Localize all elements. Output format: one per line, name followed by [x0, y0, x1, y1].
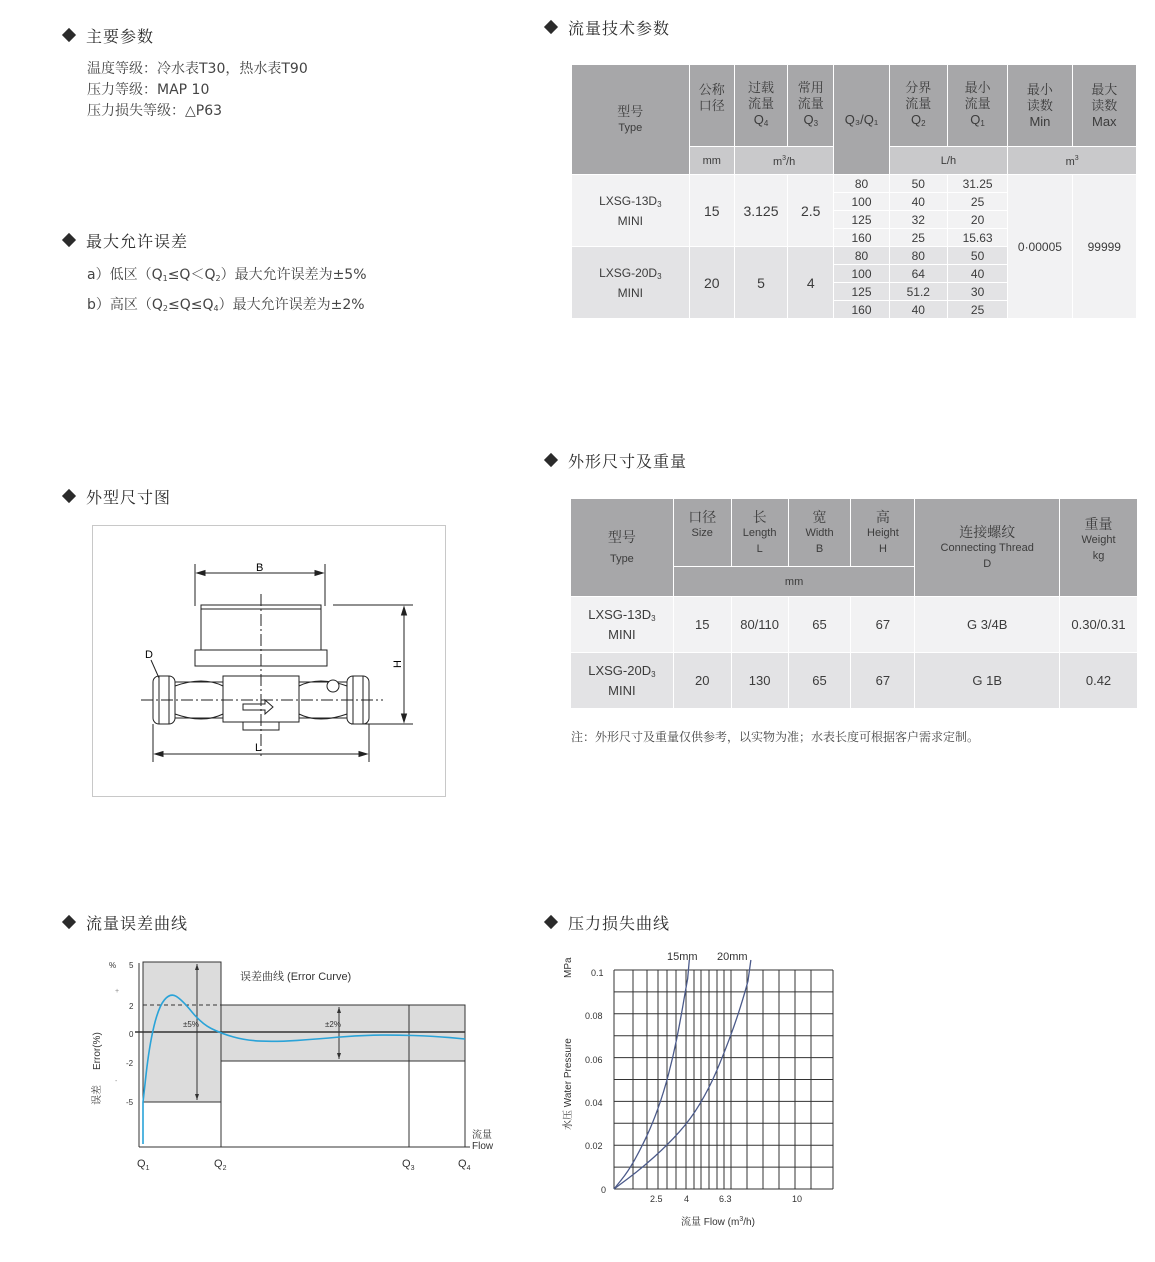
weight-cell: 0.30/0.31 — [1060, 597, 1138, 653]
dim-h-label: H — [392, 660, 404, 668]
y-unit-label: MPa — [563, 957, 574, 978]
diamond-bullet-icon — [62, 233, 76, 247]
ytick: 0.1 — [591, 968, 604, 978]
q1-cell: 30 — [947, 283, 1007, 301]
ytick: 5 — [129, 961, 134, 970]
min-reading-cell: 0·00005 — [1008, 175, 1072, 319]
minus-sign: - — [115, 1078, 118, 1085]
dims-note: 注：外形尺寸及重量仅供参考，以实物为准；水表长度可根据客户需求定制。 — [571, 730, 980, 744]
xtick: 10 — [792, 1194, 803, 1204]
x-axis-label-en: Flow — [472, 1141, 494, 1152]
q4-cell: 3.125 — [734, 175, 787, 247]
thread-cell: G 1B — [915, 653, 1060, 709]
pressure-loss-svg — [555, 945, 855, 1235]
q1-cell: 50 — [947, 247, 1007, 265]
q1-cell: 15.63 — [947, 229, 1007, 247]
xtick: 2.5 — [650, 1194, 663, 1204]
q1-cell: 31.25 — [947, 175, 1007, 193]
error-curve-chart — [85, 955, 505, 1175]
ratio-cell: 80 — [834, 247, 889, 265]
section-flow-params: 流量技术参数 — [546, 16, 670, 39]
size-cell: 15 — [673, 597, 731, 653]
section-pressure-curve: 压力损失曲线 — [546, 911, 670, 934]
diamond-bullet-icon — [62, 915, 76, 929]
xtick-q2: $Q_2$ — [214, 1158, 227, 1172]
unit-lh: L/h — [889, 147, 1008, 175]
col-size: 口径 Size — [673, 499, 731, 567]
col-minimum: 最小 流量 $Q_1$ — [947, 65, 1007, 147]
dn-cell: 20 — [689, 247, 734, 319]
dims-weight-table — [570, 498, 1138, 709]
unit-mm: mm — [689, 147, 734, 175]
ratio-cell: 160 — [834, 229, 889, 247]
outline-drawing — [92, 525, 446, 797]
param-temperature: 温度等级：冷水表T30，热水表T90 — [87, 61, 308, 77]
q2-cell: 50 — [889, 175, 947, 193]
col-min-reading: 最小 读数 Min — [1008, 65, 1072, 147]
ytick: 0.06 — [585, 1055, 603, 1065]
col-type: 型号 Type — [572, 65, 690, 175]
ytick: 0 — [601, 1185, 607, 1195]
diamond-bullet-icon — [544, 915, 558, 929]
diamond-bullet-icon — [544, 20, 558, 34]
weight-cell: 0.42 — [1060, 653, 1138, 709]
y-axis-label-cn: 误差 — [92, 1085, 103, 1105]
error-curve-svg — [85, 955, 505, 1175]
series-15mm-line — [614, 960, 689, 1189]
error-low-zone: a）低区$(Q_1\le Q<Q_2)$最大允许误差为±5% — [87, 267, 367, 283]
length-cell: 130 — [731, 653, 788, 709]
band-2pct — [221, 1005, 465, 1061]
width-cell: 65 — [788, 597, 851, 653]
x-axis-label-cn: 流量 — [472, 1130, 492, 1141]
q1-cell: 20 — [947, 211, 1007, 229]
xtick: 6.3 — [719, 1194, 732, 1204]
y-axis-label: 水压 Water Pressure — [563, 1038, 574, 1130]
max-error-list — [87, 262, 367, 322]
q3-cell: 4 — [788, 247, 834, 319]
section-max-error: 最大允许误差 — [64, 229, 188, 252]
x-axis-label: 流量 Flow $(m^3/h)$ — [681, 1216, 755, 1228]
section-outline-drawing: 外型尺寸图 — [64, 485, 171, 508]
max-reading-cell: 99999 — [1072, 175, 1136, 319]
dim-d-label: D — [145, 649, 153, 661]
width-cell: 65 — [788, 653, 851, 709]
size-cell: 20 — [673, 653, 731, 709]
diamond-bullet-icon — [62, 489, 76, 503]
q1-cell: 25 — [947, 301, 1007, 319]
ytick: 0.02 — [585, 1141, 603, 1151]
col-overload: 过载 流量 $Q_4$ — [734, 65, 787, 147]
y-axis-label: Error(%) — [92, 1032, 103, 1070]
pressure-loss-chart — [555, 945, 855, 1235]
q1-cell: 25 — [947, 193, 1007, 211]
col-permanent: 常用 流量 $Q_3$ — [788, 65, 834, 147]
ytick: 2 — [129, 1002, 134, 1011]
error-high-zone: b）高区$(Q_2\le Q\le Q_4)$最大允许误差为±2% — [87, 297, 365, 313]
col-weight: 重量 Weight kg — [1060, 499, 1138, 597]
section-main-params: 主要参数 — [64, 24, 154, 47]
main-params-list — [87, 59, 308, 122]
col-type: 型号 Type — [571, 499, 674, 597]
col-height: 高 Height H — [851, 499, 915, 567]
ytick: -5 — [126, 1098, 134, 1107]
diamond-bullet-icon — [544, 453, 558, 467]
ytick: -2 — [126, 1059, 134, 1068]
xtick-q1: $Q_1$ — [137, 1158, 150, 1172]
flow-params-table — [571, 64, 1137, 319]
ratio-cell: 100 — [834, 193, 889, 211]
xtick-q4: $Q_4$ — [458, 1158, 471, 1172]
unit-m3: $m^3$ — [1008, 147, 1137, 175]
series-15mm-label: 15mm — [667, 951, 698, 963]
model-cell: LXSG-$13D_3$ MINI — [571, 597, 674, 653]
q3-cell: 2.5 — [788, 175, 834, 247]
unit-m3h: $m^3/h$ — [734, 147, 834, 175]
ratio-cell: 125 — [834, 211, 889, 229]
col-length: 长 Length L — [731, 499, 788, 567]
y-unit: % — [109, 961, 117, 970]
height-cell: 67 — [851, 653, 915, 709]
thread-cell: G 3/4B — [915, 597, 1060, 653]
q2-cell: 51.2 — [889, 283, 947, 301]
q2-cell: 25 — [889, 229, 947, 247]
q2-cell: 40 — [889, 193, 947, 211]
ytick: 0.08 — [585, 1011, 603, 1021]
series-20mm-line — [614, 960, 751, 1189]
q1-cell: 40 — [947, 265, 1007, 283]
q4-cell: 5 — [734, 247, 787, 319]
q2-cell: 32 — [889, 211, 947, 229]
plus-sign: + — [115, 988, 120, 995]
q2-cell: 64 — [889, 265, 947, 283]
col-max-reading: 最大 读数 Max — [1072, 65, 1136, 147]
meter-drawing-svg — [93, 526, 445, 796]
param-pressure: 压力等级：MAP 10 — [87, 82, 210, 98]
model-cell: LXSG-$20D_3$ MINI — [572, 247, 690, 319]
col-transitional: 分界 流量 $Q_2$ — [889, 65, 947, 147]
col-width: 宽 Width B — [788, 499, 851, 567]
ytick: 0 — [129, 1030, 134, 1039]
xtick: 4 — [684, 1194, 690, 1204]
dim-l-label: L — [255, 742, 262, 754]
ratio-cell: 80 — [834, 175, 889, 193]
band-2pct-label: ±2% — [325, 1020, 341, 1029]
model-cell: LXSG-$13D_3$ MINI — [572, 175, 690, 247]
length-cell: 80/110 — [731, 597, 788, 653]
ratio-cell: 100 — [834, 265, 889, 283]
band-5pct-label: ±5% — [183, 1020, 199, 1029]
col-ratio: Q₃/Q₁ — [834, 65, 889, 175]
section-error-curve: 流量误差曲线 — [64, 911, 188, 934]
col-nominal: 公称 口径 — [689, 65, 734, 147]
error-curve-title: 误差曲线 (Error Curve) — [240, 971, 352, 983]
param-pressure-loss: 压力损失等级：△P63 — [87, 103, 223, 119]
ratio-cell: 160 — [834, 301, 889, 319]
q2-cell: 80 — [889, 247, 947, 265]
height-cell: 67 — [851, 597, 915, 653]
xtick-q3: $Q_3$ — [402, 1158, 415, 1172]
ytick: 0.04 — [585, 1098, 603, 1108]
q2-cell: 40 — [889, 301, 947, 319]
ratio-cell: 125 — [834, 283, 889, 301]
section-dims-weight: 外形尺寸及重量 — [546, 449, 687, 472]
dim-b-label: B — [256, 562, 264, 574]
model-cell: LXSG-$20D_3$ MINI — [571, 653, 674, 709]
diamond-bullet-icon — [62, 28, 76, 42]
unit-mm: mm — [673, 567, 915, 597]
series-20mm-label: 20mm — [717, 951, 748, 963]
dn-cell: 15 — [689, 175, 734, 247]
col-thread: 连接螺纹 Connecting Thread D — [915, 499, 1060, 597]
